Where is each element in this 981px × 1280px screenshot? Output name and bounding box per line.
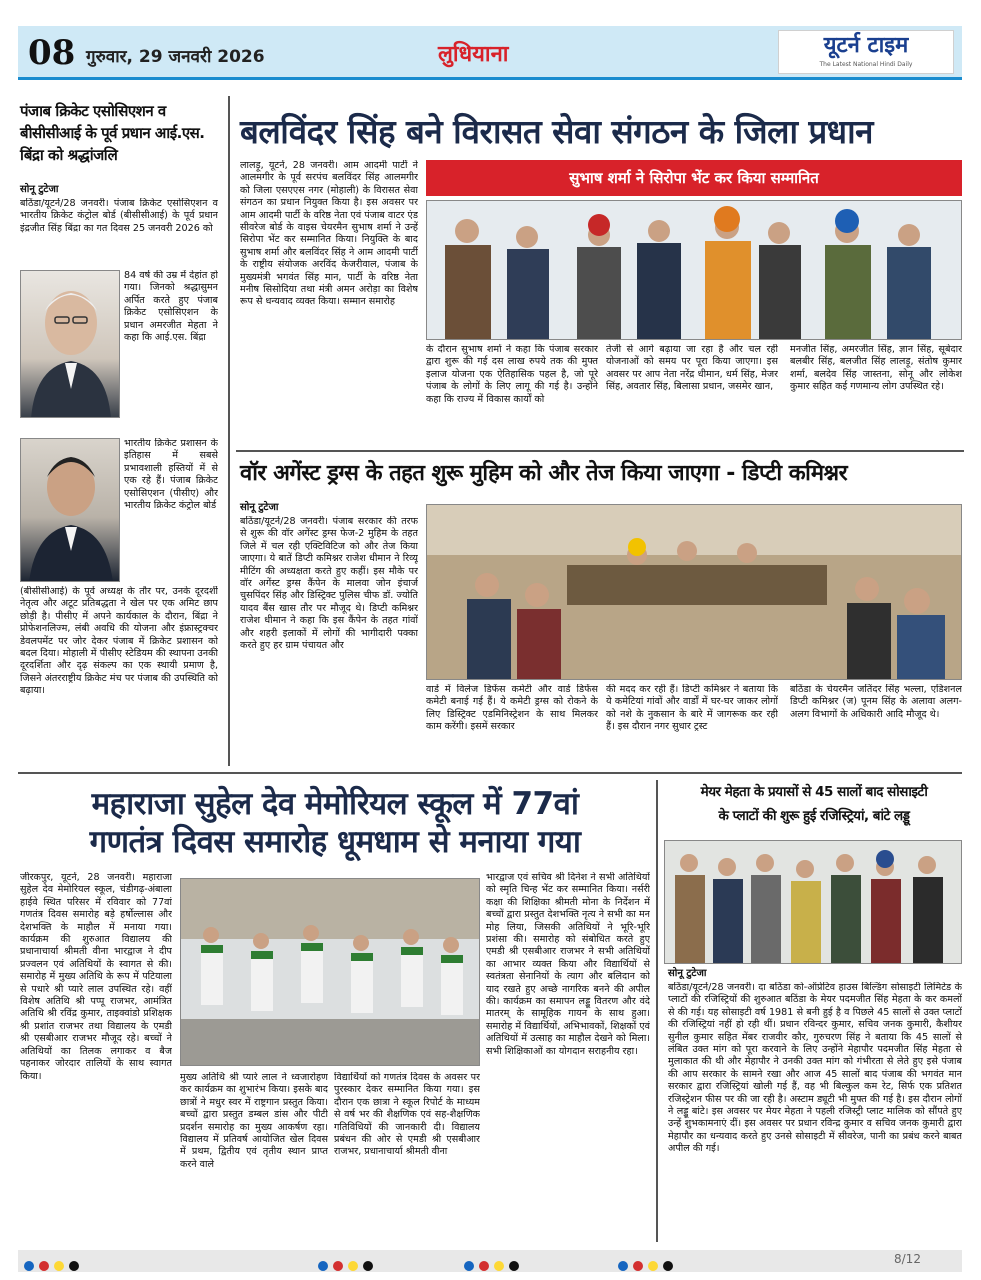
school-headline-line1: महाराजा सुहेल देव मेमोरियल स्कूल में 77वां — [91, 786, 579, 822]
mayor-headline-line1: मेयर मेहता के प्रयासों से 45 सालों बाद सोसाइटी — [700, 784, 928, 800]
divider-middle — [18, 772, 962, 774]
footer-dot — [54, 1261, 64, 1271]
footer-dot — [24, 1261, 34, 1271]
balwinder-subhead: सुभाष शर्मा ने सिरोपा भेंट कर किया सम्मानित — [569, 169, 819, 187]
footer-dot — [363, 1261, 373, 1271]
balwinder-body-col4: मनजीत सिंह, अमरजीत सिंह, ज्ञान सिंह, सूबेदार बलबीर सिंह, बलजीत सिंह लालड़ू, संतोष कुमार शर्मा, बलदेव सिंह जास्तना, सोनू और लोकेश कुमार सहित कई गणमान्य लोग उपस्थित रहे। — [790, 344, 962, 393]
drugs-byline: सोनू टुटेजा — [240, 502, 279, 513]
mayor-headline-line2: के प्लाटों की शुरू हुई रजिस्ट्रियां, बांटे लड्डू — [718, 808, 910, 824]
footer-dots-right — [618, 1256, 678, 1275]
drugs-body-col1: बठिंडा/यूटर्न/28 जनवरी। पंजाब सरकार की तरफ से शुरू की वॉर अगेंस्ट ड्रग्स फेज-2 मुहिम के तहत जिले में चल रही एक्टिविटिज को और तेज किया जाएगा। ये बातें डिप्टी कमिश्नर राजेश धीमान ने रिव्यू मीटिंग की अध्यक्षता करते हुए कहीं। इस मौके पर वॉर अगेंस्ट ड्रग्स कैंपेन के मालवा जोन इंचार्ज चुसपिंदर सिंह और डिस्ट्रिक्ट पुलिस चीफ डॉ. ज्योति यादव बैंस खास तौर पर मौजूद थे। डिप्टी कमिश्नर राजेश धीमान ने कहा कि इस कैंपेन के तहत गांवों और शहरी इलाकों में लोगों की भागीदारी पक्का करते हुए हर ग्राम पंचायत और — [240, 516, 418, 652]
bindra-body-bottom: (बीसीसीआई) के पूर्व अध्यक्ष के तौर पर, उनके दूरदर्शी नेतृत्व और अटूट प्रतिबद्धता ने खेल पर एक अमिट छाप छोड़ी है। पीसीए में अपने कार्यकाल के दौरान, बिंद्रा ने प्रोफेशनलिज्म, लंबी अवधि की योजना और इंफ्रास्ट्रक्चर डेवलपमेंट पर जोर देकर पंजाब में क्रिकेट प्रशासन को बदल दिया। मोहाली में पीसीए स्टेडियम की स्थापना उनकी दूरदर्शिता और दृढ़ संकल्प का एक स्थायी प्रमाण है, जिसने अंतरराष्ट्रीय क्रिकेट मंच पर पंजाब की उपस्थिति को बढ़ाया। — [20, 586, 218, 697]
masthead — [18, 26, 962, 80]
footer-dot — [464, 1261, 474, 1271]
page-mark: 8/12 — [894, 1252, 921, 1266]
school-dance-photo — [180, 878, 480, 1066]
bindra-body-side1: 84 वर्ष की उम्र में देहांत हो गया। जिनको श्रद्धासुमन अर्पित करते हुए पंजाब क्रिकेट एसोसिएशन के प्रधान अमरजीत मेहता ने कहा कि आई.एस. बिंद्रा — [124, 270, 218, 344]
city-name: लुधियाना — [438, 42, 509, 67]
drugs-meeting-photo — [426, 504, 962, 680]
issue-date: गुरुवार, 29 जनवरी 2026 — [86, 47, 265, 67]
footer-dot — [69, 1261, 79, 1271]
bindra-body-top: बठिंडा/यूटर्न/28 जनवरी। पंजाब क्रिकेट एसोसिएशन व भारतीय क्रिकेट कंट्रोल बोर्ड (बीसीसीआई) के पूर्व प्रधान इंद्रजीत सिंह बिंद्रा का गत दिवस 25 जनवरी 2026 को — [20, 198, 218, 234]
balwinder-body-col2: के दौरान सुभाष शर्मा ने कहा कि पंजाब सरकार द्वारा शुरू की गई दस लाख रुपये तक की मुफ्त इलाज योजना एक ऐतिहासिक पहल है, जो पूरे पंजाब के लोगों के लिए लागू की गई है। उन्होंने कहा कि राज्य में विकास कार्यों को — [426, 344, 598, 405]
school-body-col4: भारद्वाज एवं सचिव श्री दिनेश ने सभी अतिथियों को स्मृति चिन्ह भेंट कर सम्मानित किया। नर्सरी कक्षा की शिक्षिका श्रीमती मोना के निर्देशन में बच्चों द्वारा प्रस्तुत देशभक्ति नृत्य ने सभी का मन मोह लिया, जिसकी अतिथियों ने भूरि-भूरि प्रशंसा की। समारोह को संबोधित करते हुए एमडी श्री एसबीआर राजभर ने सभी अतिथियों का आभार व्यक्त किया और विद्यार्थियों से स्वतंत्रता सेनानियों के त्याग और बलिदान को याद रखते हुए अच्छे नागरिक बनने की अपील की। कार्यक्रम का समापन लड्डू वितरण और वंदे मातरम् के सामूहिक गायन के साथ हुआ। समारोह में विद्यार्थियों, अभिभावकों, शिक्षकों एवं अतिथियों में उत्साह का माहौल देखने को मिला। सभी शिक्षिकाओं का योगदान सराहनीय रहा। — [486, 872, 650, 1057]
left-column-divider — [228, 96, 230, 766]
logo-text: यूटर्न टाइम — [823, 33, 909, 58]
balwinder-headline: बलविंदर सिंह बने विरासत सेवा संगठन के जिला प्रधान — [240, 112, 873, 151]
mayor-body: बठिंडा/यूटर्न/28 जनवरी। दा बठिंडा को-ऑप्रेटिव हाउस बिल्डिंग सोसाइटी लिमिटेड के प्लाटों की रजिस्ट्रियों की शुरुआत बठिंडा के मेयर पदमजीत सिंह मेहता के कर कमलों से की गई। यह सोसाइटी वर्ष 1981 से बनी हुई है व पिछले 45 सालों से उक्त प्लाटों की रजिस्ट्रियां नहीं हो रही थीं। प्रधान रविन्दर कुमार, सचिव जनक कुमारी, कैशीयर सुनील कुमार सहित मेंबर राजवीर कौर, गुरुचरण सिंह ने बताया कि 45 सालों से लंबित उक्त मांग को पूरा करवाने के लिए उन्होंने मेहापौर पदमजीत सिंह मेहता से मुलाकात की थी और मेहापौर ने उनकी उक्त मांग को गंभीरता से लेते हुए इसे पंजाब की आप सरकार के सामने रखा और आज 45 सालों बाद पंजाब की भगवंत मान सरकार द्वारा रजिस्ट्रियां खोली गई हैं, वह भी बिल्कुल कम रेट, सिर्फ एक प्रतिशत रजिस्ट्रेशन फीस पर की जा रही है। अस्टाम ड्यूटी भी मुफ्त की गई है। इस दौरान लोगों ने लड्डू बांटे। इस अवसर पर मेयर मेहता ने पहली रजिस्ट्री प्लाट मालिक को सौंपते हुए उन्हें शुभकामनाएं दीं। इस अवसर पर प्रधान रविन्द्र कुमार व सचिव जनक कुमारी द्वारा मेहापौर का धन्यवाद करते हुए उनसे सोसाइटी में सीवरेज, पानी का प्रबंध करने बाबत अपील की गई। — [668, 982, 962, 1155]
footer-dot — [663, 1261, 673, 1271]
balwinder-body-col3: तेजी से आगे बढ़ाया जा रहा है और चल रही योजनाओं को समय पर पूरा किया जाएगा। इस अवसर पर आप नेता नरेंद्र धीमान, धर्म सिंह, मेजर सिंह, अवतार सिंह, बिलासा प्रधान, जसमेर खान, — [606, 344, 778, 393]
drugs-body-col3: की मदद कर रही हैं। डिप्टी कमिश्नर ने बताया कि ये कमेटियां गांवों और वार्डों में घर-घर जाकर लोगों को नशे के नुकसान के बारे में जागरूक कर रही हैं। इस दौरान नगर सुधार ट्रस्ट — [606, 684, 778, 733]
footer-dot — [648, 1261, 658, 1271]
footer-dot — [318, 1261, 328, 1271]
bindra-headline: पंजाब क्रिकेट एसोसिएशन व बीसीसीआई के पूर्व प्रधान आई.एस. बिंद्रा को श्रद्धांजलि — [20, 102, 205, 164]
footer-dot — [39, 1261, 49, 1271]
page-number: 08 — [28, 33, 76, 73]
school-headline-line2: गणतंत्र दिवस समारोह धूमधाम से मनाया गया — [89, 824, 581, 860]
balwinder-body-col1: लालड़ू, यूटर्न, 28 जनवरी। आम आदमी पार्टी ने आलमगीर के पूर्व सरपंच बलविंदर सिंह आलमगीर को जिला एसएएस नगर (मोहाली) के विरासत सेवा संगठन का प्रधान नियुक्त किया है। इस अवसर पर आम आदमी पार्टी के वरिष्ठ नेता एवं पंजाब वाटर एंड सीवरेज बोर्ड के वाइस चेयरमैन सुभाष शर्मा ने उन्हें सिरोपा भेंट कर सम्मानित किया। नियुक्ति के बाद सुभाष शर्मा और बलविंदर सिंह ने आम आदमी पार्टी के राष्ट्रीय संयोजक अरविंद केजरीवाल, पंजाब के मुख्यमंत्री भगवंत सिंह मान, पार्टी के वरिष्ठ नेता मनीष सिसोदिया तथा मंत्री अमन अरोड़ा का विशेष रूप से धन्यवाद व्यक्त किया। सम्मान समारोह — [240, 160, 418, 308]
school-body-col3: विद्यार्थियों को गणतंत्र दिवस के अवसर पर पुरस्कार देकर सम्मानित किया गया। इस दौरान एक छात्रा ने स्कूल रिपोर्ट के माध्यम से वर्ष भर की शैक्षणिक एवं सह-शैक्षणिक गतिविधियों की जानकारी दी। विद्यालय प्रबंधन की ओर से एमडी श्री एसबीआर राजभर, प्रधानाचार्या श्रीमती वीना — [334, 1072, 480, 1158]
mehta-portrait — [20, 438, 120, 582]
mayor-byline: सोनू टुटेजा — [668, 968, 707, 979]
divider-story1 — [236, 450, 964, 452]
school-body-col2: मुख्य अतिथि श्री प्यारे लाल ने ध्वजारोहण कर कार्यक्रम का शुभारंभ किया। इसके बाद छात्रों ने मधुर स्वर में राष्ट्रगान प्रस्तुत किया। बच्चों द्वारा प्रस्तुत डम्बल डांस और पीटी प्रदर्शन समारोह का मुख्य आकर्षण रहा। विद्यालय में प्रतिवर्ष आयोजित खेल दिवस में प्रथम, द्वितीय एवं तृतीय स्थान प्राप्त करने वाले — [180, 1072, 328, 1170]
balwinder-group-photo — [426, 200, 962, 340]
footer-dot — [479, 1261, 489, 1271]
footer-dots-center — [464, 1256, 524, 1275]
balwinder-subhead-bar — [426, 160, 962, 196]
footer-dot — [348, 1261, 358, 1271]
footer-dots-left — [24, 1256, 84, 1275]
bottom-column-divider — [656, 780, 658, 1242]
footer-dots-left2 — [318, 1256, 378, 1275]
mayor-group-photo — [664, 840, 962, 964]
footer-dot — [509, 1261, 519, 1271]
footer-dot — [618, 1261, 628, 1271]
footer-dot — [333, 1261, 343, 1271]
drugs-headline: वॉर अगेंस्ट ड्रग्स के तहत शुरू मुहिम को और तेज किया जाएगा - डिप्टी कमिश्नर — [240, 461, 848, 486]
footer-dot — [633, 1261, 643, 1271]
school-body-col1: जीरकपुर, यूटर्न, 28 जनवरी। महाराजा सुहेल देव मेमोरियल स्कूल, चंडीगढ़-अंबाला हाईवे स्थित परिसर में रविवार को 77वां गणतंत्र दिवस समारोह बड़े हर्षोल्लास और देशभक्ति के माहौल में मनाया गया। कार्यक्रम की शुरुआत विद्यालय की प्रधानाचार्या श्रीमती वीना भारद्वाज ने दीप प्रज्वलन एवं अतिथियों के स्वागत से की। समारोह में मुख्य अतिथि के रूप में पटियाला से पधारे श्री प्यारे लाल उपस्थित रहे। वहीं विशेष अतिथि श्री पप्पू राजभर, आमंत्रित अतिथि श्री रविंद्र कुमार, ताइक्वांडो प्रशिक्षक श्री प्रशांत राजभर तथा विद्यालय के एमडी श्री एसबीआर राजभर मौजूद रहे। बच्चों ने अतिथियों का तिलक लगाकर व बैज पहनाकर जोरदार तालियों के साथ स्वागत किया। — [20, 872, 172, 1082]
newspaper-logo — [778, 30, 954, 74]
bindra-byline: सोनू टुटेजा — [20, 184, 59, 195]
bindra-body-side2: भारतीय क्रिकेट प्रशासन के इतिहास में सबसे प्रभावशाली हस्तियों में से एक रहे हैं। पंजाब क्रिकेट एसोसिएशन (पीसीए) और भारतीय क्रिकेट कंट्रोल बोर्ड — [124, 438, 218, 512]
drugs-body-col4: बठिंडा के चेयरमैन जतिंदर सिंह भल्ला, एडिशनल डिप्टी कमिश्नर (ज) पूनम सिंह के अलावा अलग-अलग विभागों के अधिकारी आदि मौजूद थे। — [790, 684, 962, 720]
logo-tagline: The Latest National Hindi Daily — [819, 61, 913, 68]
footer-dot — [494, 1261, 504, 1271]
bindra-portrait — [20, 270, 120, 418]
footer-bar — [18, 1250, 962, 1272]
drugs-body-col2: वार्ड में विलेज डिफेंस कमेटी और वार्ड डिफेंस कमेटी बनाई गई हैं। ये कमेटी ड्रग्स को रोकने के लिए डिस्ट्रिक्ट एडमिनिस्ट्रेशन के साथ मिलकर काम करेंगी। इसमें सरकार — [426, 684, 598, 733]
